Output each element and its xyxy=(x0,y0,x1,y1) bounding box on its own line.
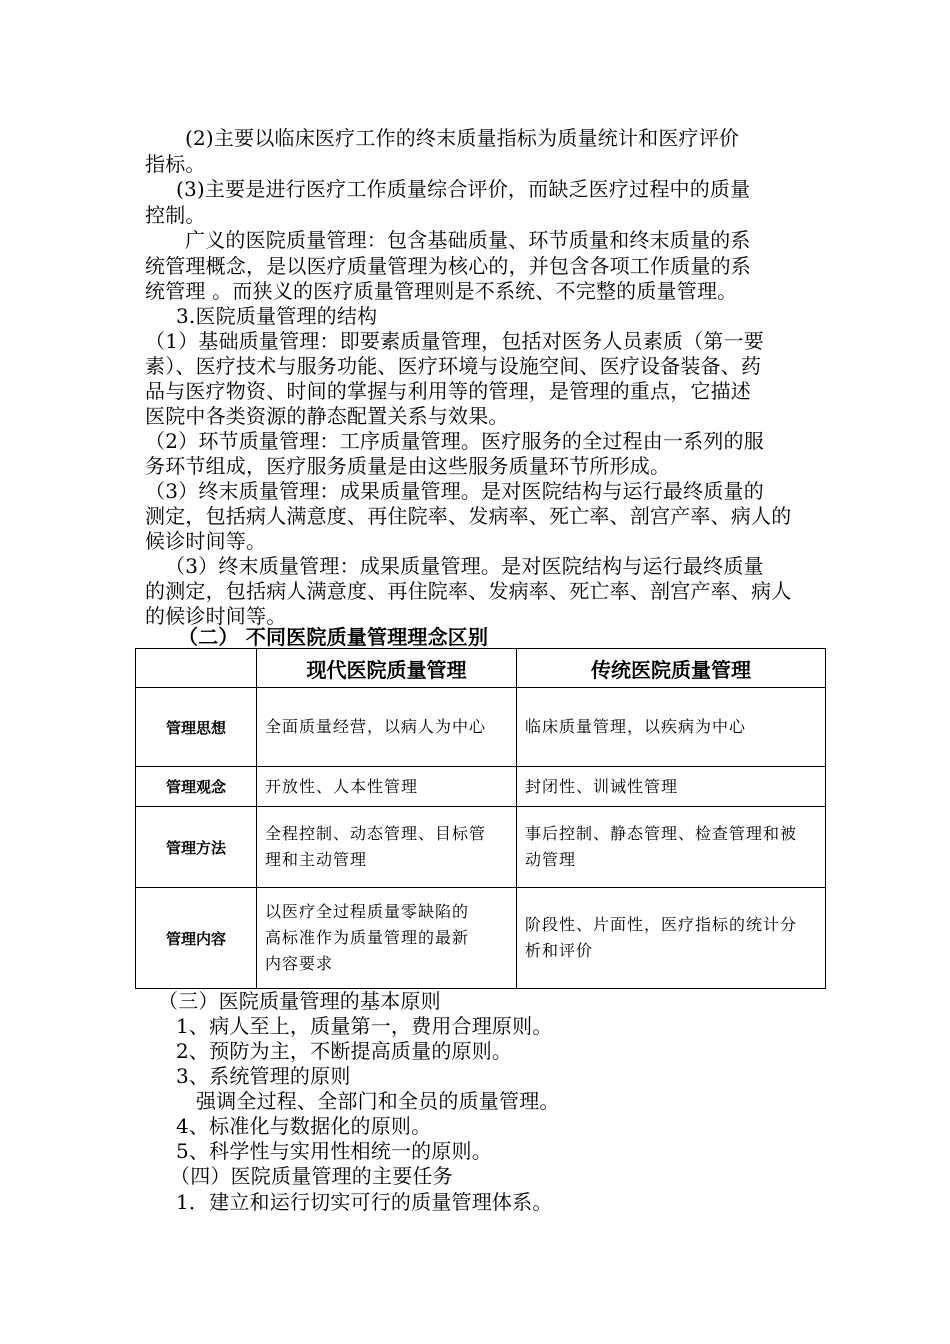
table-cell xyxy=(257,807,517,888)
cell-line: 以医疗全过程质量零缺陷的 xyxy=(265,902,470,921)
paragraph-line: 指标。 xyxy=(145,152,206,176)
paragraph-line: （2）环节质量管理：工序质量管理。医疗服务的全过程由一系列的服 xyxy=(145,429,764,453)
paragraph-line: (3)主要是进行医疗工作质量综合评价，而缺乏医疗过程中的质量 xyxy=(176,177,751,201)
table-cell: 封闭性、训诫性管理 xyxy=(517,767,826,807)
paragraph-line: 统管理 。而狭义的医疗质量管理则是不系统、不完整的质量管理。 xyxy=(145,279,738,303)
paragraph-line: 的测定，包括病人满意度、再住院率、发病率、死亡率、剖宫产率、病人 xyxy=(145,579,792,603)
heading-structure: 3.医院质量管理的结构 xyxy=(176,304,378,328)
row-label: 管理思想 xyxy=(136,688,257,767)
paragraph-line: 候诊时间等。 xyxy=(145,529,267,553)
list-item: 1、病人至上，质量第一，费用合理原则。 xyxy=(176,1014,553,1038)
list-item: 1．建立和运行切实可行的质量管理体系。 xyxy=(176,1190,553,1214)
paragraph-line: 素）、医疗技术与服务功能、医疗环境与设施空间、医疗设备装备、药 xyxy=(145,354,762,378)
cell-line: 高标准作为质量管理的最新 xyxy=(265,928,470,947)
table-row xyxy=(136,807,826,888)
table-cell: 全面质量经营，以病人为中心 xyxy=(257,688,517,767)
table-row xyxy=(136,767,826,807)
cell-line: 阶段性、片面性，医疗指标的统计分 xyxy=(525,915,798,934)
cell-line: 事后控制、静态管理、检查管理和被 xyxy=(525,824,798,843)
section-title-principles: （三）医院质量管理的基本原则 xyxy=(158,989,441,1013)
table-header-cell: 现代医院质量管理 xyxy=(257,649,517,688)
cell-line: 理和主动管理 xyxy=(265,850,368,869)
table-cell xyxy=(517,807,826,888)
list-item: 强调全过程、全部门和全员的质量管理。 xyxy=(196,1089,560,1113)
table-cell xyxy=(517,888,826,989)
comparison-table xyxy=(135,648,826,989)
row-label: 管理方法 xyxy=(136,807,257,888)
paragraph-line: （3）终末质量管理：成果质量管理。是对医院结构与运行最终质量 xyxy=(165,554,764,578)
cell-line: 动管理 xyxy=(525,850,577,869)
paragraph-line: 品与医疗物资、时间的掌握与利用等的管理，是管理的重点，它描述 xyxy=(145,379,751,403)
cell-line: 析和评价 xyxy=(525,941,594,960)
paragraph-line: 医院中各类资源的静态配置关系与效果。 xyxy=(145,404,509,428)
cell-line: 内容要求 xyxy=(265,954,334,973)
row-label: 管理内容 xyxy=(136,888,257,989)
paragraph-line: 测定，包括病人满意度、再住院率、发病率、死亡率、剖宫产率、病人的 xyxy=(145,504,792,528)
cell-line: 全程控制、动态管理、目标管 xyxy=(265,824,487,843)
row-label: 管理观念 xyxy=(136,767,257,807)
paragraph-line: 广义的医院质量管理：包含基础质量、环节质量和终末质量的系 xyxy=(185,228,751,252)
paragraph-line: 务环节组成，医疗服务质量是由这些服务质量环节所形成。 xyxy=(145,454,671,478)
list-item: 5、科学性与实用性相统一的原则。 xyxy=(176,1139,492,1163)
paragraph-line: （3）终末质量管理：成果质量管理。是对医院结构与运行最终质量的 xyxy=(145,479,764,503)
paragraph-line: (2)主要以临床医疗工作的终末质量指标为质量统计和医疗评价 xyxy=(185,126,740,150)
table-cell: 开放性、人本性管理 xyxy=(257,767,517,807)
table-header-row xyxy=(136,649,826,688)
table-cell: 临床质量管理，以疾病为中心 xyxy=(517,688,826,767)
table-header-cell: 传统医院质量管理 xyxy=(517,649,826,688)
section-title-tasks: （四）医院质量管理的主要任务 xyxy=(170,1164,453,1188)
paragraph-line: 控制。 xyxy=(145,203,206,227)
table-header-cell xyxy=(136,649,257,688)
list-item: 3、系统管理的原则 xyxy=(176,1064,351,1088)
table-cell xyxy=(257,888,517,989)
section-title-comparison: （二） 不同医院质量管理理念区别 xyxy=(178,625,489,649)
paragraph-line: 统管理概念，是以医疗质量管理为核心的，并包含各项工作质量的系 xyxy=(145,254,751,278)
list-item: 2、预防为主，不断提高质量的原则。 xyxy=(176,1039,513,1063)
paragraph-line: 的候诊时间等。 xyxy=(145,604,287,628)
table-row xyxy=(136,888,826,989)
paragraph-line: （1）基础质量管理：即要素质量管理，包括对医务人员素质（第一要 xyxy=(145,329,764,353)
list-item: 4、标准化与数据化的原则。 xyxy=(176,1114,432,1138)
table-row xyxy=(136,688,826,767)
